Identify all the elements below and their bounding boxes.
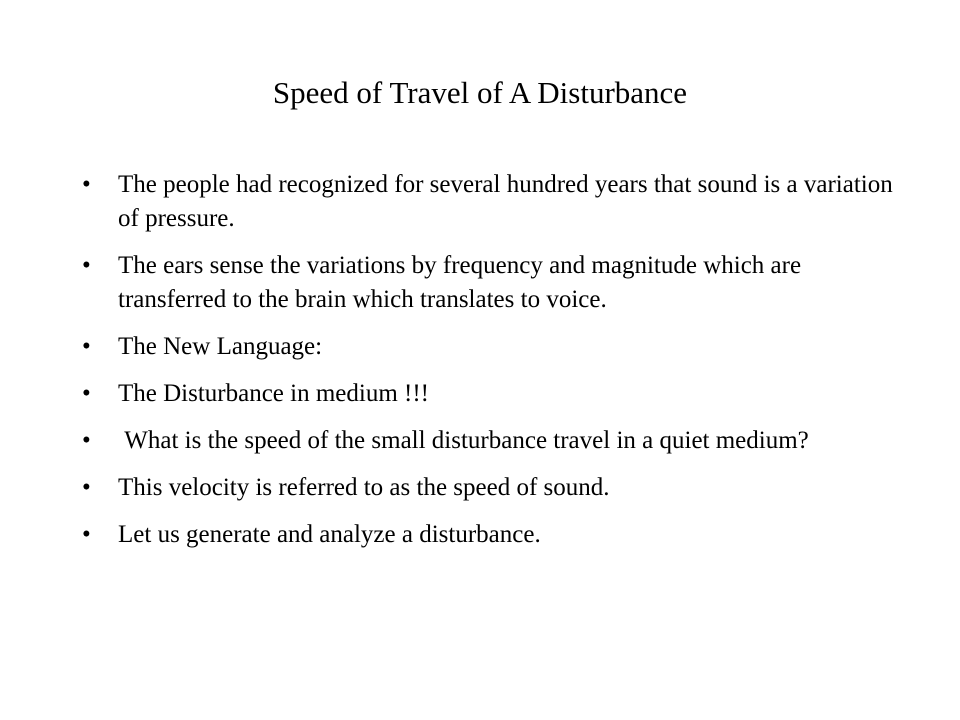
bullet-icon: •	[82, 521, 91, 548]
bullet-item	[82, 424, 902, 458]
bullet-icon: •	[82, 171, 91, 198]
bullet-text: What is the speed of the small disturbance travel in a quiet medium?	[118, 427, 809, 454]
bullet-text: The people had recognized for several hundred years that sound is a variation of pressure.	[118, 171, 899, 232]
bullet-icon: •	[82, 427, 91, 454]
bullet-icon: •	[82, 380, 91, 407]
bullet-item	[82, 471, 902, 505]
bullet-item	[82, 518, 902, 552]
bullet-text: The Disturbance in medium !!!	[118, 380, 430, 407]
bullet-item	[82, 330, 902, 364]
bullet-item	[82, 168, 902, 236]
bullet-text: Let us generate and analyze a disturbance.	[118, 521, 541, 548]
bullet-list	[82, 168, 902, 565]
bullet-icon: •	[82, 333, 91, 360]
bullet-icon: •	[82, 252, 91, 279]
bullet-icon: •	[82, 474, 91, 501]
bullet-text: The ears sense the variations by frequency and magnitude which are transferred to the brain which translates to voice.	[118, 252, 808, 313]
slide-title: Speed of Travel of A Disturbance	[272, 75, 688, 110]
bullet-item	[82, 249, 902, 317]
bullet-item	[82, 377, 902, 411]
bullet-text: This velocity is referred to as the speed of sound.	[118, 474, 610, 501]
bullet-text: The New Language:	[118, 333, 323, 360]
